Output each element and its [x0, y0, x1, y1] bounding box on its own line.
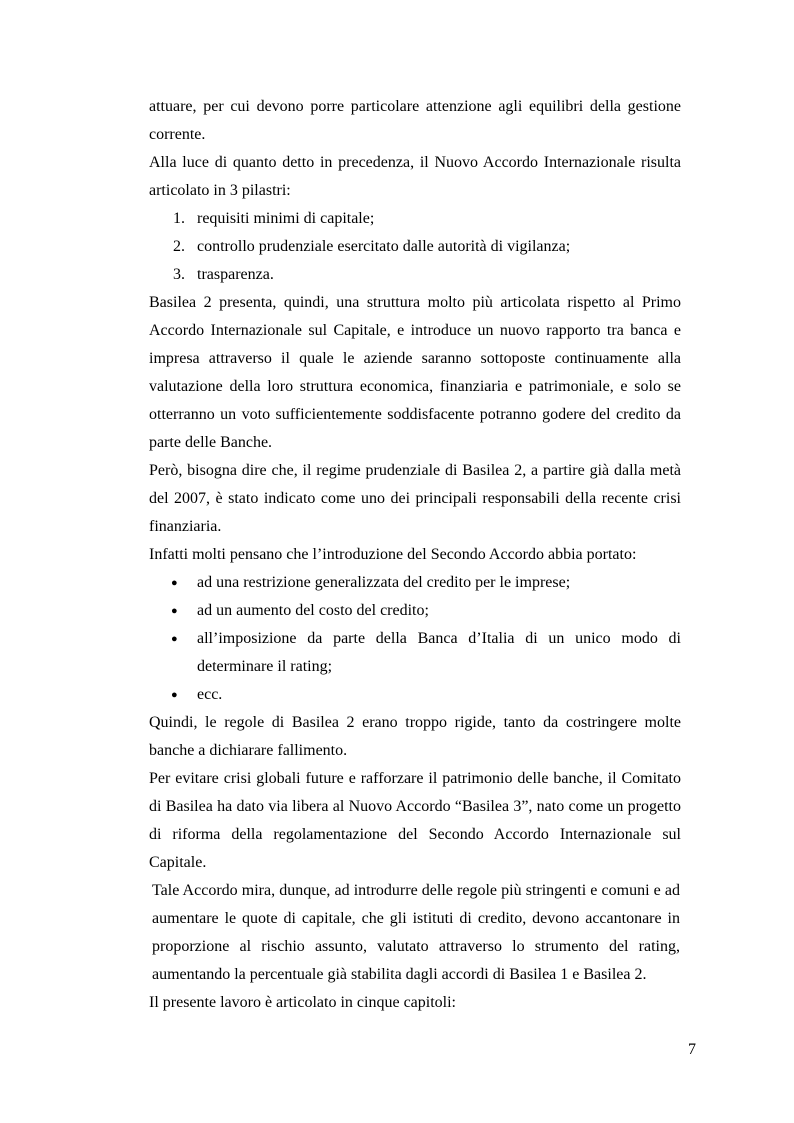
list-item [149, 597, 681, 625]
paragraph-accord-aims: Tale Accordo mira, dunque, ad introdurre delle regole più stringenti e comuni e ad aumentare le quote di capitale, che gli istituti di credito, devono accantonare in proporzione al rischio assunto, valutato attraverso lo strumento del rating, aumentando la percentuale già stabilita dagli accordi di Basilea 1 e Basilea 2. [152, 882, 680, 983]
list-item [149, 681, 681, 709]
paragraph-chapters-intro: Il presente lavoro è articolato in cinque capitoli: [149, 994, 456, 1011]
paragraph-rigid-rules: Quindi, le regole di Basilea 2 erano troppo rigide, tanto da costringere molte banche a dichiarare fallimento. [149, 714, 681, 759]
paragraph-basilea2: Basilea 2 presenta, quindi, una struttura molto più articolata rispetto al Primo Accordo Internazionale sul Capitale, e introduce un nuovo rapporto tra banca e impresa attraverso il quale le aziende saranno sottoposte continuamente alla valutazione della loro struttura economica, finanziaria e patrimoniale, e solo se otterranno un voto sufficientemente soddisfacente potranno godere del credito da parte delle Banche. [149, 294, 681, 451]
pillars-list [149, 205, 681, 289]
list-item [149, 569, 681, 597]
effects-list [149, 569, 681, 709]
paragraph-pillars-intro: Alla luce di quanto detto in precedenza, il Nuovo Accordo Internazionale risulta articolato in 3 pilastri: [149, 154, 681, 199]
list-number: 2. [173, 238, 185, 255]
bullet-icon: ● [171, 689, 178, 701]
list-item [149, 205, 681, 233]
paragraph-basilea3: Per evitare crisi globali future e rafforzare il patrimonio delle banche, il Comitato di Basilea ha dato via libera al Nuovo Accordo “Basilea 3”, nato come un progetto di riforma della regolamentazione del Secondo Accordo Internazionale sul Capitale. [149, 770, 681, 871]
list-item [149, 233, 681, 261]
list-item [149, 261, 681, 289]
list-item-text: requisiti minimi di capitale; [197, 210, 375, 227]
list-item-text: trasparenza. [197, 266, 274, 283]
list-item-text: ad un aumento del costo del credito; [197, 602, 429, 619]
list-number: 1. [173, 210, 185, 227]
page-body [149, 93, 681, 1017]
list-item-text: controllo prudenziale esercitato dalle autorità di vigilanza; [197, 238, 571, 255]
list-item-text: all’imposizione da parte della Banca d’Italia di un unico modo di determinare il rating; [197, 630, 681, 675]
page-number: 7 [688, 1041, 696, 1058]
paragraph-effects-intro: Infatti molti pensano che l’introduzione del Secondo Accordo abbia portato: [149, 546, 637, 563]
paragraph-intro-continuation: attuare, per cui devono porre particolare attenzione agli equilibri della gestione corrente. [149, 98, 681, 143]
paragraph-crisis: Però, bisogna dire che, il regime prudenziale di Basilea 2, a partire già dalla metà del 2007, è stato indicato come uno dei principali responsabili della recente crisi finanziaria. [149, 462, 681, 535]
bullet-icon: ● [171, 633, 178, 645]
list-item-text: ad una restrizione generalizzata del credito per le imprese; [197, 574, 571, 591]
bullet-icon: ● [171, 605, 178, 617]
list-item-text: ecc. [197, 686, 223, 703]
list-item [149, 625, 681, 681]
bullet-icon: ● [171, 577, 178, 589]
list-number: 3. [173, 266, 185, 283]
